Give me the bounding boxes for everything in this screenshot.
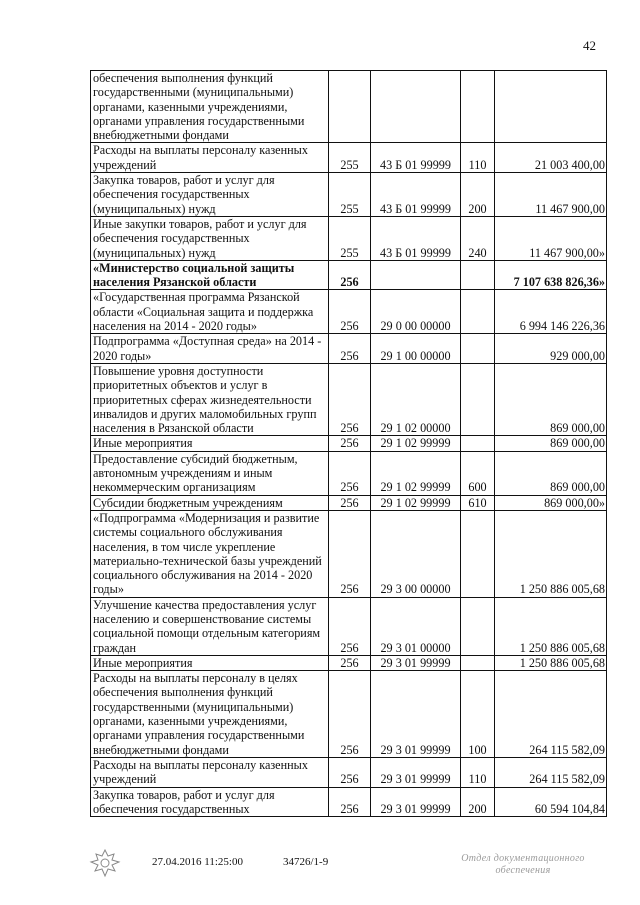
row-name-cell: Расходы на выплаты персоналу в целях обеспечения выполнения функций государственными (муниципальными) органами, казенными учреждениями, органами управления государственными внебюджетными фондами	[91, 671, 329, 758]
row-sum-cell: 264 115 582,09	[495, 671, 607, 758]
row-ved-cell: 255	[329, 143, 371, 173]
row-ved-cell: 256	[329, 757, 371, 787]
stamp-line-2: обеспечения	[495, 865, 551, 876]
footer-date: 27.04.2016 11:25:00	[152, 856, 243, 868]
row-ved-cell: 256	[329, 495, 371, 510]
row-vr-cell: 110	[461, 757, 495, 787]
table-row	[91, 495, 607, 510]
row-name-cell: Иные мероприятия	[91, 655, 329, 670]
row-ved-cell: 256	[329, 510, 371, 597]
row-sum-cell	[495, 71, 607, 143]
row-sum-cell: 11 467 900,00	[495, 173, 607, 217]
row-name-cell: «Министерство социальной защиты населения Рязанской области	[91, 260, 329, 290]
table-row	[91, 334, 607, 364]
row-sum-cell: 21 003 400,00	[495, 143, 607, 173]
table-row	[91, 173, 607, 217]
row-ved-cell: 256	[329, 787, 371, 817]
row-vr-cell	[461, 71, 495, 143]
emblem-icon	[88, 848, 122, 878]
row-ved-cell: 256	[329, 655, 371, 670]
row-ved-cell: 256	[329, 363, 371, 435]
row-csr-cell: 29 1 02 99999	[371, 451, 461, 495]
row-vr-cell: 200	[461, 173, 495, 217]
row-name-cell: Расходы на выплаты персоналу казенных учреждений	[91, 757, 329, 787]
row-name-cell: «Государственная программа Рязанской области «Социальная защита и поддержка населения на 2014 - 2020 годы»	[91, 290, 329, 334]
row-name-cell: Закупка товаров, работ и услуг для обеспечения государственных (муниципальных) нужд	[91, 173, 329, 217]
row-ved-cell: 255	[329, 216, 371, 260]
row-vr-cell: 110	[461, 143, 495, 173]
row-csr-cell: 29 1 02 99999	[371, 436, 461, 451]
row-ved-cell: 256	[329, 334, 371, 364]
row-csr-cell: 29 3 01 00000	[371, 597, 461, 655]
row-vr-cell	[461, 655, 495, 670]
row-sum-cell: 1 250 886 005,68	[495, 597, 607, 655]
row-csr-cell: 29 3 01 99999	[371, 655, 461, 670]
page-number: 42	[583, 38, 596, 53]
table-row	[91, 436, 607, 451]
row-name-cell: Иные мероприятия	[91, 436, 329, 451]
row-sum-cell: 869 000,00	[495, 363, 607, 435]
row-vr-cell	[461, 510, 495, 597]
row-ved-cell	[329, 71, 371, 143]
row-csr-cell: 29 1 00 00000	[371, 334, 461, 364]
row-csr-cell: 29 3 01 99999	[371, 757, 461, 787]
row-sum-cell: 1 250 886 005,68	[495, 510, 607, 597]
row-ved-cell: 256	[329, 290, 371, 334]
row-sum-cell: 11 467 900,00»	[495, 216, 607, 260]
row-sum-cell: 869 000,00»	[495, 495, 607, 510]
table-row	[91, 290, 607, 334]
table-row	[91, 363, 607, 435]
footer-doc-number: 34726/1-9	[283, 856, 329, 868]
table-row	[91, 597, 607, 655]
table-row	[91, 451, 607, 495]
row-vr-cell	[461, 597, 495, 655]
row-csr-cell: 43 Б 01 99999	[371, 173, 461, 217]
row-csr-cell: 29 1 02 99999	[371, 495, 461, 510]
row-vr-cell	[461, 290, 495, 334]
row-csr-cell: 29 3 00 00000	[371, 510, 461, 597]
row-csr-cell: 29 3 01 99999	[371, 787, 461, 817]
row-vr-cell	[461, 260, 495, 290]
row-vr-cell	[461, 363, 495, 435]
row-sum-cell: 6 994 146 226,36	[495, 290, 607, 334]
row-name-cell: Повышение уровня доступности приоритетных объектов и услуг в приоритетных сферах жизнедеятельности инвалидов и других маломобильных групп населения в Рязанской области	[91, 363, 329, 435]
row-ved-cell: 255	[329, 173, 371, 217]
row-csr-cell: 43 Б 01 99999	[371, 143, 461, 173]
table-row	[91, 757, 607, 787]
row-ved-cell: 256	[329, 597, 371, 655]
row-sum-cell: 869 000,00	[495, 451, 607, 495]
table-row	[91, 510, 607, 597]
row-name-cell: Субсидии бюджетным учреждениям	[91, 495, 329, 510]
budget-table	[90, 70, 607, 817]
row-name-cell: Предоставление субсидий бюджетным, автономным учреждениям и иным некоммерческим организациям	[91, 451, 329, 495]
row-sum-cell: 264 115 582,09	[495, 757, 607, 787]
row-ved-cell: 256	[329, 451, 371, 495]
table-row	[91, 71, 607, 143]
row-ved-cell: 256	[329, 671, 371, 758]
row-name-cell: Закупка товаров, работ и услуг для обеспечения государственных	[91, 787, 329, 817]
row-name-cell: Расходы на выплаты персоналу казенных учреждений	[91, 143, 329, 173]
department-stamp	[448, 853, 598, 877]
table-row	[91, 143, 607, 173]
row-vr-cell: 600	[461, 451, 495, 495]
row-name-cell: обеспечения выполнения функций государственными (муниципальными) органами, казенными учреждениями, органами управления государственными внебюджетными фондами	[91, 71, 329, 143]
row-vr-cell	[461, 436, 495, 451]
table-row	[91, 216, 607, 260]
row-name-cell: «Подпрограмма «Модернизация и развитие системы социального обслуживания населения, в том числе укрепление материально-технической базы учреждений социального обслуживания на 2014 - 2020 годы»	[91, 510, 329, 597]
row-csr-cell: 43 Б 01 99999	[371, 216, 461, 260]
row-ved-cell: 256	[329, 436, 371, 451]
table-row	[91, 787, 607, 817]
row-ved-cell: 256	[329, 260, 371, 290]
row-csr-cell	[371, 71, 461, 143]
row-csr-cell: 29 0 00 00000	[371, 290, 461, 334]
stamp-line-1: Отдел документационного	[461, 853, 585, 864]
table-row	[91, 671, 607, 758]
row-csr-cell: 29 1 02 00000	[371, 363, 461, 435]
row-csr-cell	[371, 260, 461, 290]
row-sum-cell: 929 000,00	[495, 334, 607, 364]
row-csr-cell: 29 3 01 99999	[371, 671, 461, 758]
row-vr-cell: 610	[461, 495, 495, 510]
row-vr-cell	[461, 334, 495, 364]
row-sum-cell: 1 250 886 005,68	[495, 655, 607, 670]
row-vr-cell: 100	[461, 671, 495, 758]
row-sum-cell: 869 000,00	[495, 436, 607, 451]
row-name-cell: Подпрограмма «Доступная среда» на 2014 - 2020 годы»	[91, 334, 329, 364]
row-name-cell: Иные закупки товаров, работ и услуг для обеспечения государственных (муниципальных) нужд	[91, 216, 329, 260]
row-sum-cell: 7 107 638 826,36»	[495, 260, 607, 290]
row-vr-cell: 240	[461, 216, 495, 260]
row-name-cell: Улучшение качества предоставления услуг населению и совершенствование системы социальной помощи отдельным категориям граждан	[91, 597, 329, 655]
table-row	[91, 655, 607, 670]
row-vr-cell: 200	[461, 787, 495, 817]
row-sum-cell: 60 594 104,84	[495, 787, 607, 817]
table-row	[91, 260, 607, 290]
